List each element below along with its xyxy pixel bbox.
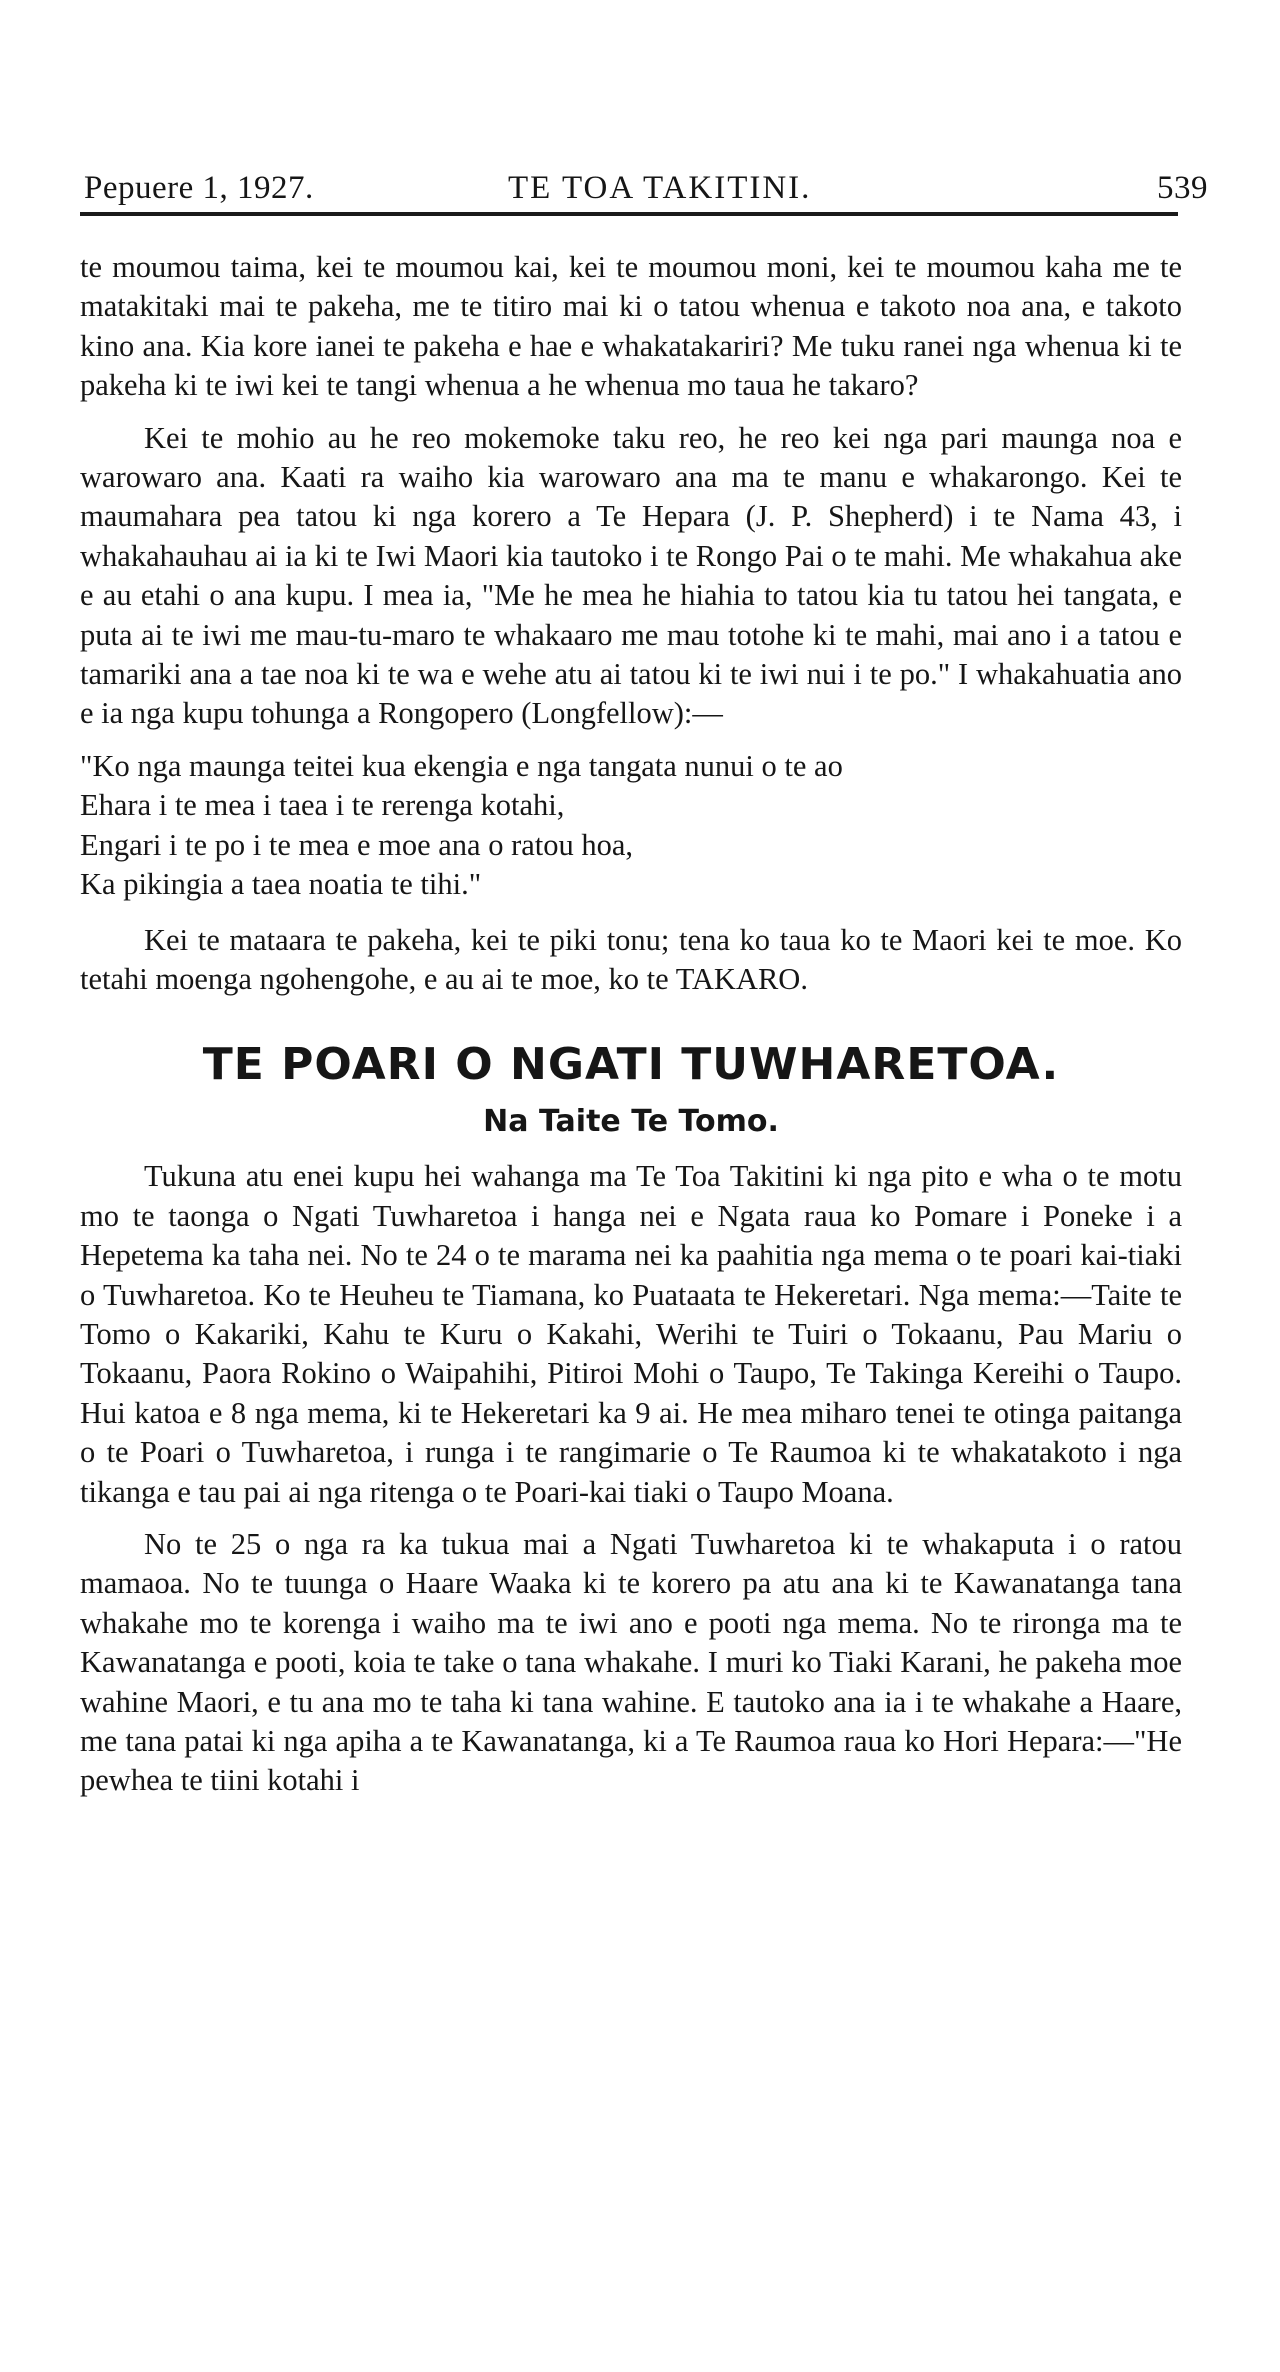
section-title: TE POARI O NGATI TUWHARETOA.	[202, 1039, 1060, 1091]
poem-line: "Ko nga maunga teitei kua ekengia e nga tangata nunui o te ao	[80, 748, 843, 783]
body-column	[80, 248, 1182, 1814]
paragraph: te moumou taima, kei te moumou kai, kei te moumou moni, kei te moumou kaha me te matakitaki mai te pakeha, me te titiro mai ki o tatou whenua e takoto noa ana, e takoto kino ana. Kia kore ianei te pakeha e hae e whakatakariri? Me tuku ranei nga whenua ki te pakeha ki te iwi kei te tangi whenua a he whenua mo taua he takaro?	[80, 250, 1182, 403]
paragraph: Tukuna atu enei kupu hei wahanga ma Te Toa Takitini ki nga pito e wha o te motu mo te taonga o Ngati Tuwharetoa i hanga nei e Ngata raua ko Pomare i Poneke i a Hepetema ka taha nei. No te 24 o te marama nei ka paahitia nga mema o te poari kai-tiaki o Tuwharetoa. Ko te Heuheu te Tiamana, ko Puataata te Hekeretari. Nga mema:—Taite te Tomo o Kakariki, Kahu te Kuru o Kakahi, Werihi te Tuiri o Tokaanu, Pau Mariu o Tokaanu, Paora Rokino o Waipahihi, Pitiroi Mohi o Taupo, Te Takinga Kereihi o Taupo. Hui katoa e 8 nga mema, ki te Hekeretari ka 9 ai. He mea miharo tenei te otinga paitanga o te Poari o Tuwharetoa, i runga i te rangimarie o Te Raumoa ki te whakatakoto i nga tikanga e tau pai ai nga ritenga o te Poari-kai tiaki o Taupo Moana.	[80, 1159, 1182, 1509]
paragraph: Kei te mataara te pakeha, kei te piki tonu; tena ko taua ko te Maori kei te moe. Ko tetahi moenga ngohengohe, e au ai te moe, ko te TAKARO.	[80, 922, 1182, 996]
header-rule	[80, 212, 1178, 216]
poem-line: Ehara i te mea i taea i te rerenga kotahi,	[80, 788, 565, 823]
byline: Na Taite Te Tomo.	[483, 1104, 779, 1140]
header-date: Pepuere 1, 1927.	[84, 170, 314, 206]
page-number: 539	[1157, 170, 1208, 206]
paragraph: No te 25 o nga ra ka tukua mai a Ngati Tuwharetoa ki te whakaputa i o ratou mamaoa. No te tuunga o Haare Waaka ki te korero pa atu ana ki te Kawanatanga tana whakahe mo te korenga i waiho ma te iwi ano e pooti nga mema. No te rironga ma te Kawanatanga e pooti, koia te take o tana whakahe. I muri ko Tiaki Karani, he pakeha moe wahine Maori, e tu ana mo te taha ki tana wahine. E tautoko ana ia i te whakahe a Haare, me tana patai ki nga apiha a te Kawanatanga, ki a Te Raumoa raua ko Hori Hepara:—"He pewhea te tiini kotahi i	[80, 1526, 1182, 1798]
header-title: TE TOA TAKITINI.	[508, 170, 812, 206]
paragraph: Kei te mohio au he reo mokemoke taku reo, he reo kei nga pari maunga noa e warowaro ana. Kaati ra waiho kia warowaro ana ma te manu e whakarongo. Kei te maumahara pea tatou ki nga korero a Te Hepara (J. P. Shepherd) i te Nama 43, i whakahauhau ai ia ki te Iwi Maori kia tautoko i te Rongo Pai o te mahi. Me whakahua ake e au etahi o ana kupu. I mea ia, "Me he mea he hiahia to tatou kia tu tatou hei tangata, e puta ai te iwi me mau-tu-maro te whakaaro me mau totohe ki te mahi, mai ano i a tatou e tamariki ana a tae noa ki te wa e wehe atu ai tatou ki te iwi nui i te po." I whakahuatia ano e ia nga kupu tohunga a Rongopero (Longfellow):—	[80, 420, 1182, 731]
poem-quote	[80, 747, 1182, 905]
poem-line: Engari i te po i te mea e moe ana o ratou hoa,	[80, 827, 634, 862]
running-header	[84, 170, 1208, 214]
poem-line: Ka pikingia a taea noatia te tihi."	[80, 867, 482, 902]
